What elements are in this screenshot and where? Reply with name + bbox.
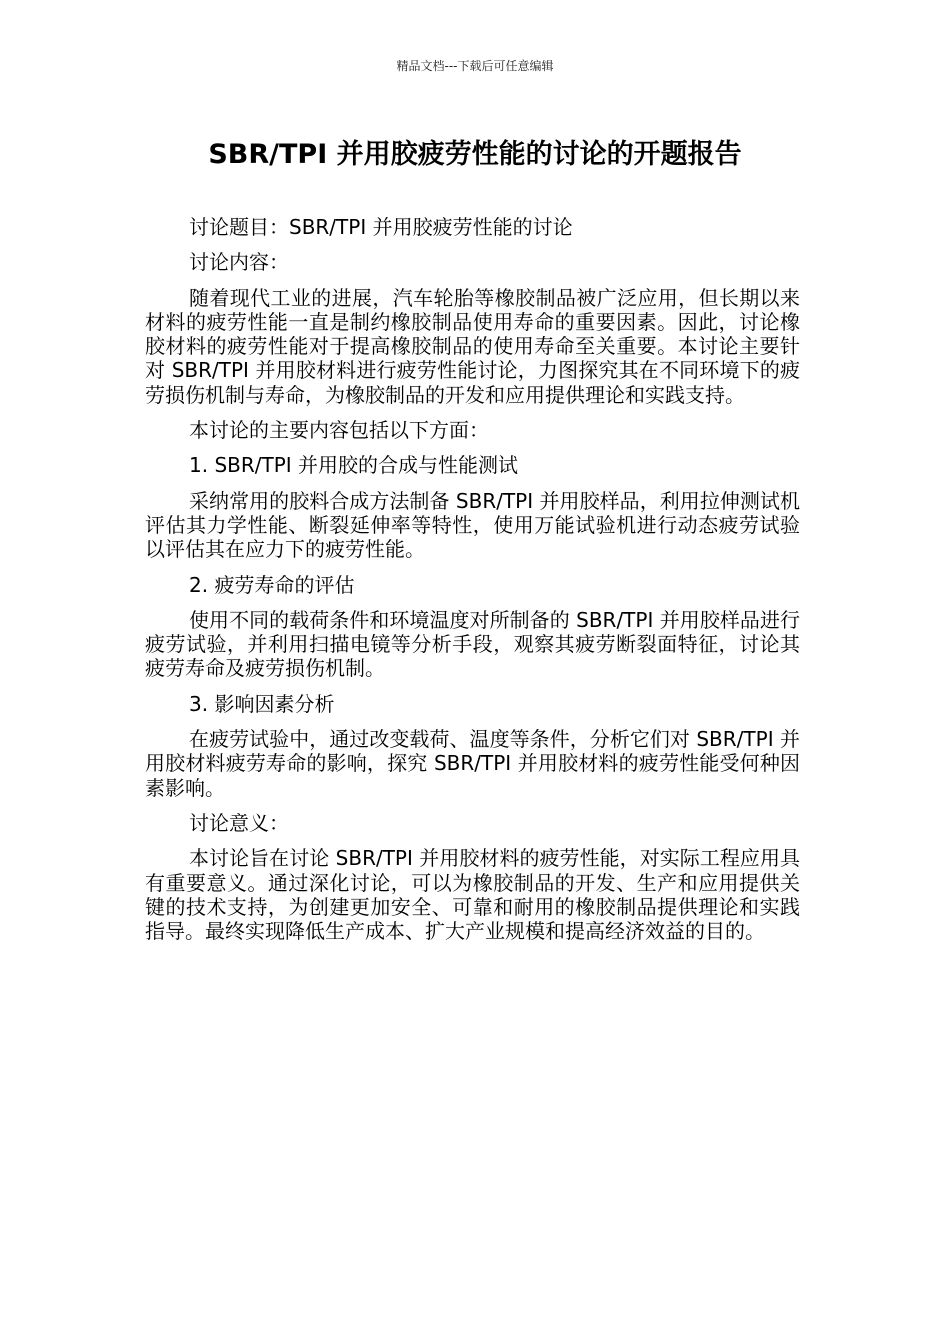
paragraph-content-heading: 讨论内容： <box>189 250 289 275</box>
paragraph-background: 随着现代工业的进展，汽车轮胎等橡胶制品被广泛应用，但长期以来材料的疲劳性能一直是制约橡胶制品使用寿命的重要因素。因此，讨论橡胶材料的疲劳性能对于提高橡胶制品的使用寿命至关重要。本讨论主要针对 SBR/TPI 并用胶材料进行疲劳性能讨论，力图探究其在不同环境下的疲劳损伤机制与寿命，为橡胶制品的开发和应用提供理论和实践支持。 <box>145 285 800 407</box>
section-heading-3: 3. 影响因素分析 <box>189 691 335 716</box>
paragraph-topic: 讨论题目：SBR/TPI 并用胶疲劳性能的讨论 <box>189 215 573 239</box>
document-body <box>145 215 800 954</box>
paragraph-section-2: 使用不同的载荷条件和环境温度对所制备的 SBR/TPI 并用胶样品进行疲劳试验，并利用扫描电镜等分析手段，观察其疲劳断裂面特征，讨论其疲劳寿命及疲劳损伤机制。 <box>145 607 800 681</box>
paragraph-significance: 本讨论旨在讨论 SBR/TPI 并用胶材料的疲劳性能，对实际工程应用具有重要意义。通过深化讨论，可以为橡胶制品的开发、生产和应用提供关键的技术支持，为创建更加安全、可靠和耐用的橡胶制品提供理论和实践指导。最终实现降低生产成本、扩大产业规模和提高经济效益的目的。 <box>145 846 800 944</box>
section-heading-1: 1. SBR/TPI 并用胶的合成与性能测试 <box>189 453 519 478</box>
paragraph-section-3: 在疲劳试验中，通过改变载荷、温度等条件，分析它们对 SBR/TPI 并用胶材料疲劳寿命的影响，探究 SBR/TPI 并用胶材料的疲劳性能受何种因素影响。 <box>145 727 800 800</box>
paragraph-section-1: 采纳常用的胶料合成方法制备 SBR/TPI 并用胶样品，利用拉伸测试机评估其力学性能、断裂延伸率等特性，使用万能试验机进行动态疲劳试验以评估其在应力下的疲劳性能。 <box>145 488 800 562</box>
document-title: SBR/TPI 并用胶疲劳性能的讨论的开题报告 <box>208 139 742 170</box>
section-heading-2: 2. 疲劳寿命的评估 <box>189 572 355 597</box>
paragraph-main-content-intro: 本讨论的主要内容包括以下方面： <box>189 418 489 443</box>
page-header-note: 精品文档---下载后可任意编辑 <box>396 59 554 73</box>
paragraph-significance-heading: 讨论意义： <box>189 810 289 835</box>
